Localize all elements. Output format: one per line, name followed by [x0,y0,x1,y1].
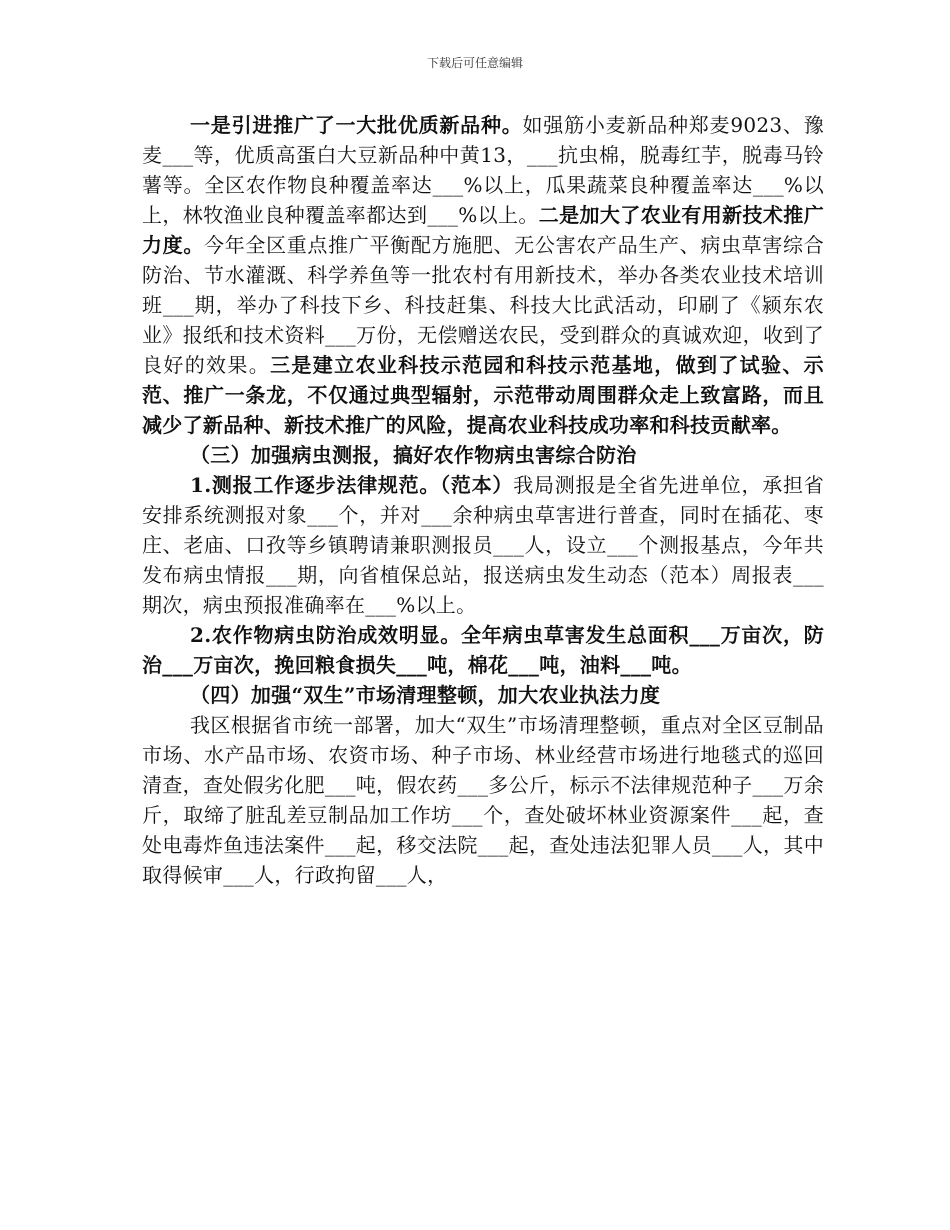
point-one-text: 如强筋小麦新品种郑麦9023、豫麦___等，优质高蛋白大豆新品种中黄13，___抗虫棉，脱毒红芋，脱毒马铃薯等。全区农作物良种覆盖率达___%以上，瓜果蔬菜良种覆盖率达___%以上，林牧渔业良种覆盖率都达到___%以上。 [142,113,824,227]
point-one-heading: 一是引进推广了一大批优质新品种。 [190,113,523,137]
document-body [142,110,824,890]
page-header: 下载后可任意编辑 [426,56,523,70]
paragraph-pest-control: 2.农作物病虫防治成效明显。全年病虫草害发生总面积___万亩次，防治___万亩次，挽回粮食损失___吨，棉花___吨，油料___吨。 [142,623,824,677]
section-heading-pest-forecast: （三）加强病虫测报，搞好农作物病虫害综合防治 [190,443,637,467]
paragraph-forecast-work [142,470,824,620]
point-two-text: 今年全区重点推广平衡配方施肥、无公害农产品生产、病虫草害综合防治、节水灌溉、科学养鱼等一批农村有用新技术，举办各类农业技术培训班___期，举办了科技下乡、科技赶集、科技大比武活动，印刷了《颍东农业》报纸和技术资料___万份，无偿赠送农民，受到群众的真诚欢迎，收到了良好的效果。 [142,233,825,377]
section-heading-market-rectification: （四）加强“双生”市场清理整顿，加大农业执法力度 [190,683,661,707]
paragraph-new-varieties [142,110,824,440]
paragraph-market-enforcement: 我区根据省市统一部署，加大“双生”市场清理整顿，重点对全区豆制品市场、水产品市场、农资市场、种子市场、林业经营市场进行地毯式的巡回清查，查处假劣化肥___吨，假农药___多公斤，标示不法律规范种子___万余斤，取缔了脏乱差豆制品加工作坊___个，查处破坏林业资源案件___起，查处电毒炸鱼违法案件___起，移交法院___起，查处违法犯罪人员___人，其中取得候审___人，行政拘留___人， [142,713,824,887]
point-two-heading: 二是加大了农业有用新技术推广力度。 [142,203,824,257]
forecast-heading: 1.测报工作逐步法律规范。（范本） [190,473,514,497]
point-three-text: 三是建立农业科技示范园和科技示范基地，做到了试验、示范、推广一条龙，不仅通过典型辐射，示范带动周围群众走上致富路，而且减少了新品种、新技术推广的风险，提高农业科技成功率和科技贡献率。 [142,353,824,437]
forecast-text: 我局测报是全省先进单位，承担省安排系统测报对象___个，并对___余种病虫草害进行普查，同时在插花、枣庄、老庙、口孜等乡镇聘请兼职测报员___人，设立___个测报基点，今年共发布病虫情报___期，向省植保总站，报送病虫发生动态（范本）周报表___期次，病虫预报准确率在___%以上。 [142,473,824,617]
